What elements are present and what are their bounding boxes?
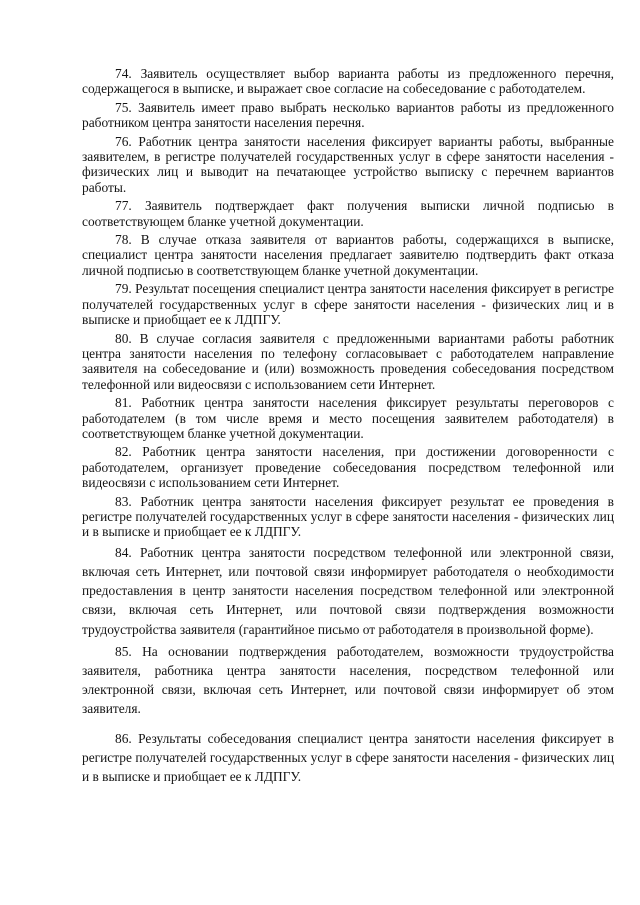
paragraph-82: 82. Работник центра занятости населения, при достижении договоренности с работодателем, организует проведение собеседования посредством телефонной или видеосвязи с использованием сети Интернет. — [82, 444, 614, 491]
document-body — [82, 66, 614, 789]
paragraph-84: 84. Работник центра занятости посредством телефонной или электронной связи, включая сеть Интернет, или почтовой связи информирует работодателя о необходимости предоставления в центр занятости населения посредством телефонной или электронной связи, включая сеть Интернет, или почтовой связи подтверждения возможности трудоустройства заявителя (гарантийное письмо от работодателя в произвольной форме). — [82, 544, 614, 637]
paragraph-81: 81. Работник центра занятости населения фиксирует результаты переговоров с работодателем (в том числе время и место посещения заявителем работодателя) в соответствующем бланке учетной документации. — [82, 395, 614, 441]
paragraph-76: 76. Работник центра занятости населения фиксирует варианты работы, выбранные заявителем, в регистре получателей государственных услуг в сфере занятости населения - физических лиц и выводит на печатающее устройство выписку с перечнем вариантов работы. — [82, 133, 614, 195]
paragraph-86: 86. Результаты собеседования специалист центра занятости населения фиксирует в регистре получателей государственных услуг в сфере занятости населения - физических лиц и в выписке и приобщает ее к ЛДПГУ. — [82, 730, 614, 785]
paragraph-83: 83. Работник центра занятости населения фиксирует результат ее проведения в регистре получателей государственных услуг в сфере занятости населения - физических лиц и в выписке и приобщает ее к ЛДПГУ. — [82, 493, 614, 540]
paragraph-80: 80. В случае согласия заявителя с предложенными вариантами работы работник центра занятости населения по телефону согласовывает с работодателем направление заявителя на собеседование и (или) возможность проведения собеседования посредством телефонной или видеосвязи с использованием сети Интернет. — [82, 330, 614, 392]
paragraph-85: 85. На основании подтверждения работодателем, возможности трудоустройства заявителя, работника центра занятости населения, посредством телефонной или электронной связи, включая сеть Интернет, или почтовой связи информирует об этом заявителя. — [82, 643, 614, 717]
paragraph-77: 77. Заявитель подтверждает факт получения выписки личной подписью в соответствующем бланке учетной документации. — [82, 198, 614, 229]
paragraph-75: 75. Заявитель имеет право выбрать несколько вариантов работы из предложенного работником центра занятости населения перечня. — [82, 99, 614, 131]
paragraph-78: 78. В случае отказа заявителя от вариантов работы, содержащихся в выписке, специалист центра занятости населения предлагает заявителю подтвердить факт отказа личной подписью в соответствующем бланке учетной документации. — [82, 232, 614, 278]
paragraph-79: 79. Результат посещения специалист центра занятости населения фиксирует в регистре получателей государственных услуг в сфере занятости населения - физических лиц и в выписке и приобщает ее к ЛДПГУ. — [82, 281, 614, 328]
paragraph-74: 74. Заявитель осуществляет выбор варианта работы из предложенного перечня, содержащегося в выписке, и выражает свое согласие на собеседование с работодателем. — [82, 66, 614, 97]
